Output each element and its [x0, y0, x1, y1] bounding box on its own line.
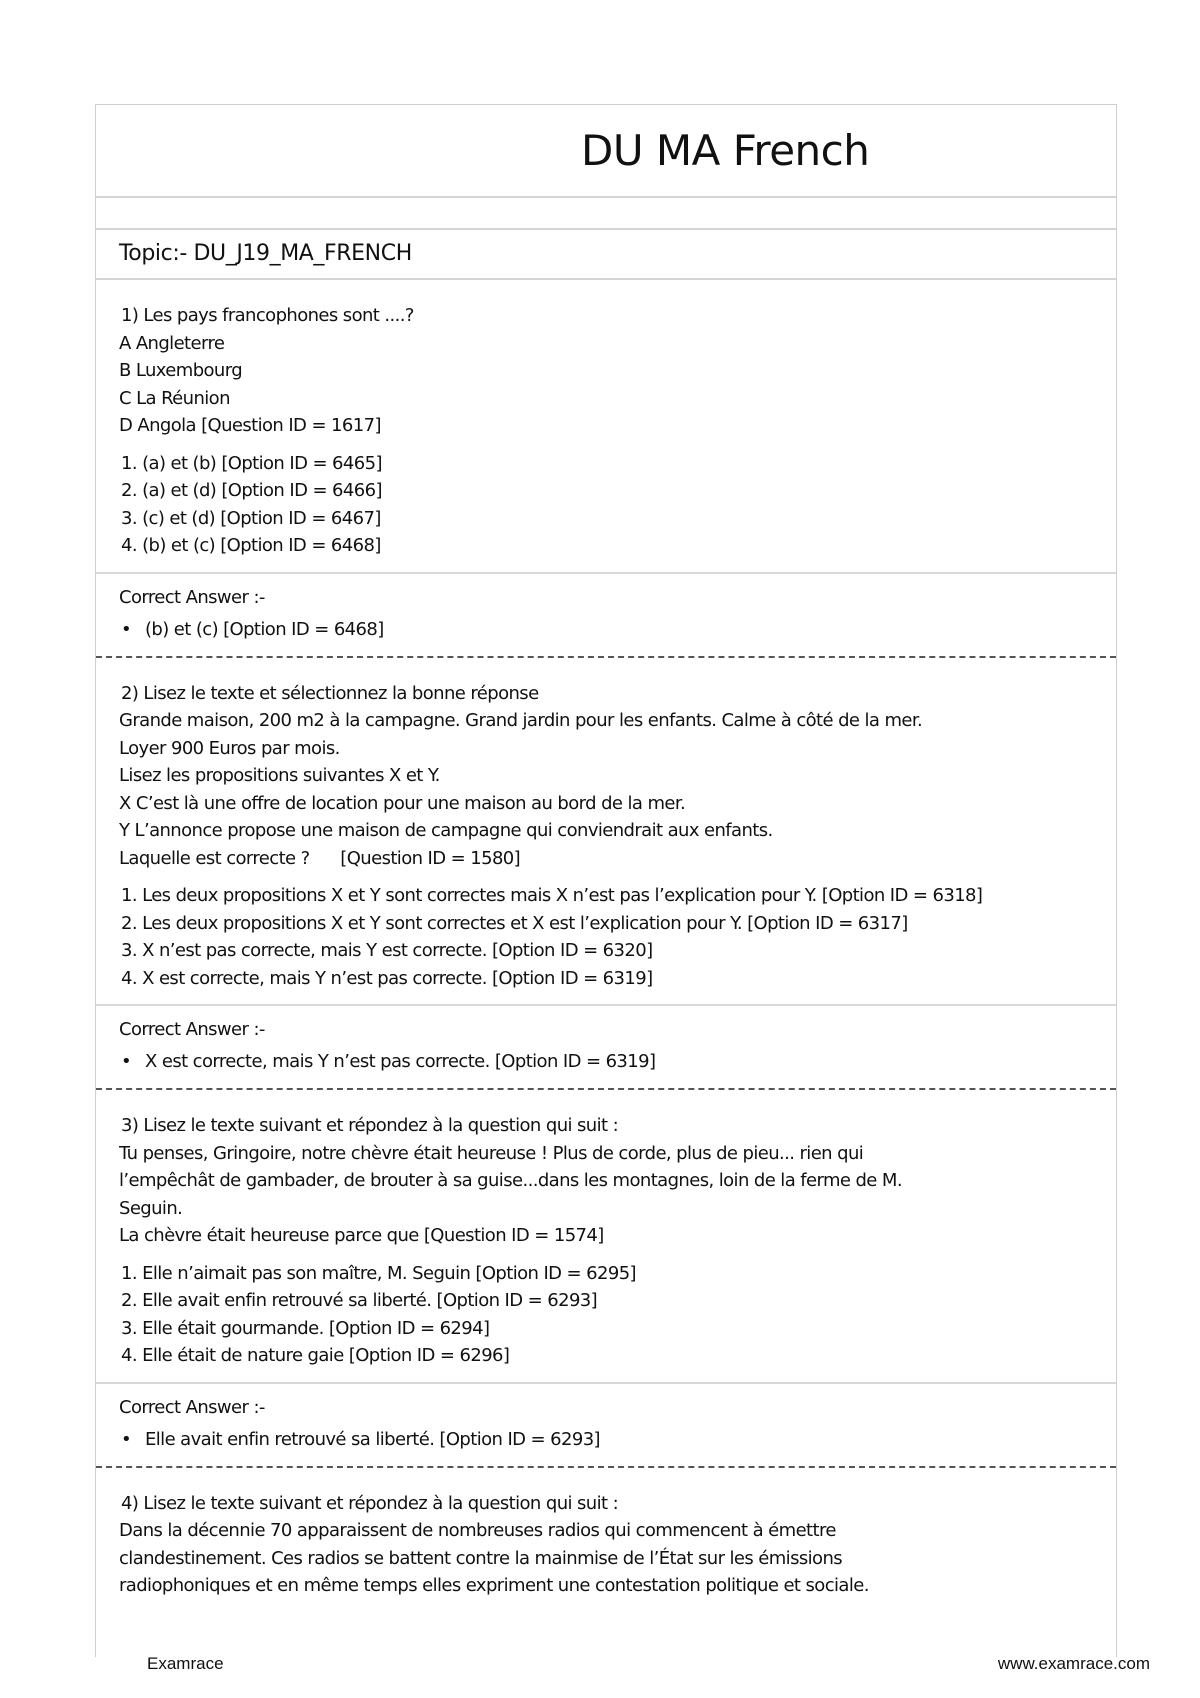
answer-label: Correct Answer :- [119, 586, 265, 608]
footer-url[interactable]: www.examrace.com [997, 1654, 1150, 1673]
question-stem-line: l’empêchât de gambader, de brouter à sa guise...dans les montagnes, loin de la ferme de M. [119, 1170, 902, 1191]
option-item: 4. (b) et (c) [Option ID = 6468] [121, 535, 381, 556]
option-list [119, 882, 1116, 992]
option-item: 3. Elle était gourmande. [Option ID = 6294] [121, 1317, 490, 1339]
question-stem-line: Lisez les propositions suivantes X et Y. [119, 765, 440, 786]
answer-1 [96, 574, 1116, 658]
question-4 [96, 1468, 1116, 1612]
option-item: 3. X n’est pas correcte, mais Y est correcte. [Option ID = 6320] [121, 940, 653, 961]
option-item: 4. X est correcte, mais Y n’est pas correcte. [Option ID = 6319] [121, 967, 653, 989]
question-stem-line: 4) Lisez le texte suivant et répondez à la question qui suit : [121, 1492, 619, 1514]
title-row [96, 105, 1116, 198]
question-stem-line: X C’est là une offre de location pour une maison au bord de la mer. [119, 792, 686, 814]
option-item: 3. (c) et (d) [Option ID = 6467] [121, 507, 381, 529]
option-item: 2. Les deux propositions X et Y sont correctes et X est l’explication pour Y. [Option ID = 6317] [121, 912, 908, 934]
topic-heading: Topic:- DU_J19_MA_FRENCH [96, 230, 1116, 280]
question-1 [96, 280, 1116, 574]
answer-3 [96, 1384, 1116, 1468]
question-stem-line: A Angleterre [119, 332, 225, 354]
question-stem-line: Seguin. [119, 1197, 183, 1219]
answer-value: • X est correcte, mais Y n’est pas correcte. [Option ID = 6319] [119, 1046, 1116, 1078]
question-stem-line: La chèvre était heureuse parce que [Question ID = 1574] [119, 1225, 604, 1246]
question-stem-line: 1) Les pays francophones sont ....? [121, 305, 414, 326]
question-stem-line: Tu penses, Gringoire, notre chèvre était heureuse ! Plus de corde, plus de pieu... rien qui [119, 1142, 864, 1164]
question-stem-line: Laquelle est correcte ? [Question ID = 1580] [119, 847, 521, 869]
question-stem-line: Loyer 900 Euros par mois. [119, 737, 340, 759]
document-frame [95, 104, 1117, 1657]
answer-value: • (b) et (c) [Option ID = 6468] [119, 614, 1116, 646]
question-stem-line: Grande maison, 200 m2 à la campagne. Grand jardin pour les enfants. Calme à côté de la mer. [119, 710, 923, 731]
answer-label: Correct Answer :- [119, 1396, 265, 1418]
option-item: 2. Elle avait enfin retrouvé sa liberté. [Option ID = 6293] [121, 1290, 598, 1311]
question-stem-line: D Angola [Question ID = 1617] [119, 415, 381, 436]
question-stem-line: B Luxembourg [119, 360, 243, 381]
option-list [119, 450, 1116, 560]
document-title: DU MA French [581, 126, 870, 175]
question-3 [96, 1090, 1116, 1384]
blank-row [96, 198, 1116, 230]
option-item: 1. Elle n’aimait pas son maître, M. Seguin [Option ID = 6295] [121, 1262, 636, 1284]
footer-brand: Examrace [147, 1654, 224, 1673]
question-stem-line: 3) Lisez le texte suivant et répondez à la question qui suit : [121, 1115, 619, 1136]
option-item: 1. (a) et (b) [Option ID = 6465] [121, 452, 382, 474]
answer-2 [96, 1006, 1116, 1090]
question-2 [96, 658, 1116, 1007]
question-stem-line: Y L’annonce propose une maison de campagne qui conviendrait aux enfants. [119, 820, 773, 841]
option-item: 4. Elle était de nature gaie [Option ID = 6296] [121, 1345, 510, 1366]
question-stem-line: C La Réunion [119, 387, 230, 409]
answer-value: • Elle avait enfin retrouvé sa liberté. [Option ID = 6293] [119, 1424, 1116, 1456]
answer-label: Correct Answer :- [119, 1019, 265, 1040]
question-stem-line: radiophoniques et en même temps elles expriment une contestation politique et sociale. [119, 1575, 869, 1596]
option-item: 1. Les deux propositions X et Y sont correctes mais X n’est pas l’explication pour Y. [Option ID = 6318] [121, 885, 983, 906]
question-stem-line: 2) Lisez le texte et sélectionnez la bonne réponse [121, 682, 539, 704]
option-item: 2. (a) et (d) [Option ID = 6466] [121, 480, 382, 501]
question-stem-line: clandestinement. Ces radios se battent contre la mainmise de l’État sur les émissions [119, 1547, 843, 1569]
option-list [119, 1260, 1116, 1370]
question-stem-line: Dans la décennie 70 apparaissent de nombreuses radios qui commencent à émettre [119, 1520, 836, 1541]
